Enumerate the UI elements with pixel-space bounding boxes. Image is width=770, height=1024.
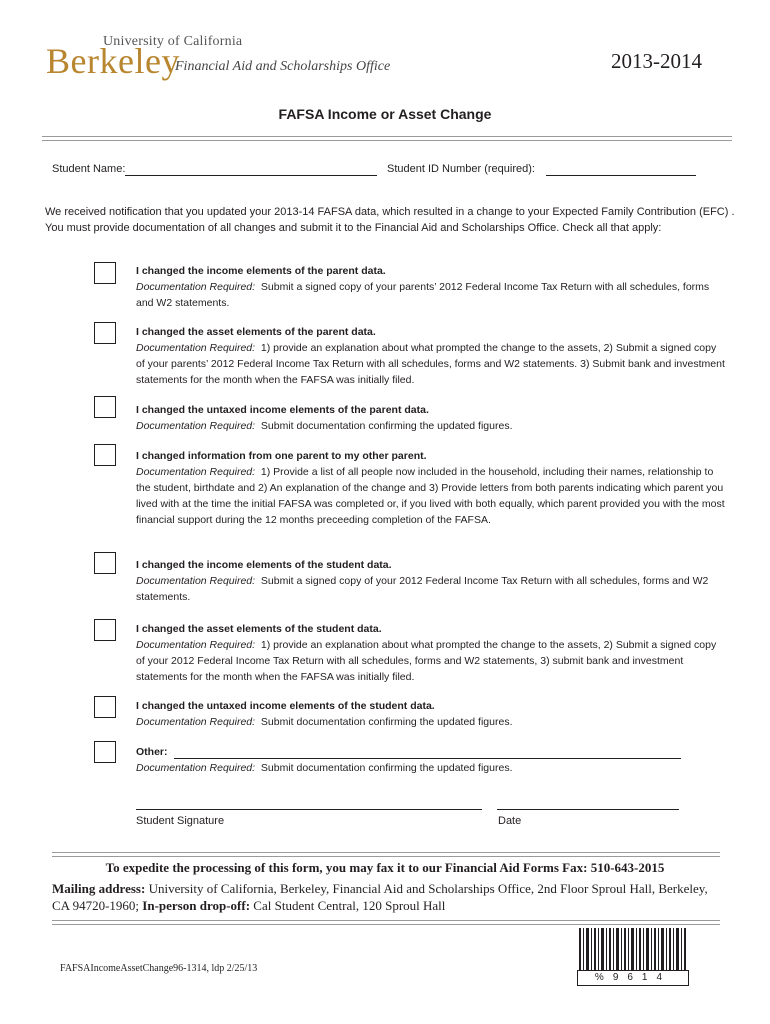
footer-divider-bottom — [52, 920, 720, 925]
doc-required-label: Documentation Required: — [136, 342, 256, 354]
item-doc: 1) provide an explanation about what prompted the change to the assets, 2) Submit a signed copy of your 2012 Federal Income Tax Return with all schedules, forms and W2 statements, 3) submit bank and investment statements for the month when the FAFSA was initially filed. — [136, 639, 717, 683]
other-input[interactable] — [174, 744, 681, 759]
dropoff-text: Cal Student Central, 120 Sproul Hall — [253, 898, 446, 913]
item-heading: I changed the asset elements of the parent data. — [136, 326, 376, 338]
doc-required-label: Documentation Required: — [136, 420, 256, 432]
item-heading: I changed the income elements of the student data. — [136, 559, 392, 571]
checkbox-parent-untaxed[interactable] — [94, 396, 116, 418]
doc-required-label: Documentation Required: — [136, 716, 256, 728]
item-doc: Submit a signed copy of your 2012 Federal Income Tax Return with all schedules, forms and W2 statements. — [136, 575, 709, 603]
item-heading: I changed the asset elements of the student data. — [136, 623, 382, 635]
student-id-field[interactable] — [546, 161, 696, 176]
item-heading: I changed the untaxed income elements of the student data. — [136, 700, 435, 712]
student-name-field[interactable] — [125, 161, 377, 176]
item-parent-assets — [136, 324, 726, 388]
item-doc: 1) Provide a list of all people now included in the household, including their names, relationship to the student, birthdate and 2) An explanation of the change and 3) Provide letters from both parents indicating which parent you lived with at the time the initial FAFSA was completed or, if you lived with both equally, which parent provided you with the most financial support during the 12 months preceeding completion of the FAFSA. — [136, 466, 725, 526]
doc-required-label: Documentation Required: — [136, 762, 256, 774]
student-id-label: Student ID Number (required): — [387, 163, 535, 175]
checkbox-parent-assets[interactable] — [94, 322, 116, 344]
doc-required-label: Documentation Required: — [136, 466, 256, 478]
intro-text: We received notification that you updated your 2013-14 FAFSA data, which resulted in a change to your Expected Family Contribution (EFC) . You must provide documentation of all changes and submit it to the Financial Aid and Scholarships Office. Check all that apply: — [45, 206, 735, 234]
header-divider — [42, 136, 732, 141]
item-doc: Submit a signed copy of your parents’ 2012 Federal Income Tax Return with all schedules, forms and W2 statements. — [136, 281, 710, 309]
mailing-text: University of California, Berkeley, Financial Aid and Scholarships Office, 2nd Floor Sproul Hall, Berkeley, CA 94720-1960; — [52, 881, 708, 913]
university-name: University of California — [103, 34, 243, 49]
fax-line: To expedite the processing of this form, you may fax it to our Financial Aid Forms Fax: 510-643-2015 — [105, 860, 665, 875]
footer-divider-top — [52, 852, 720, 857]
item-doc: Submit documentation confirming the updated figures. — [260, 420, 513, 432]
item-student-assets — [136, 621, 726, 685]
item-doc: Submit documentation confirming the updated figures. — [260, 716, 513, 728]
item-heading: I changed information from one parent to my other parent. — [136, 450, 427, 462]
item-doc: 1) provide an explanation about what prompted the change to the assets, 2) Submit a signed copy of your parents’ 2012 Federal Income Tax Return with all schedules, forms and W2 statements. 3) Submit bank and investment statements for the month when the FAFSA was initially filed. — [136, 342, 725, 386]
student-name-label: Student Name: — [52, 163, 126, 175]
item-parent-untaxed — [136, 402, 726, 434]
form-id: FAFSAIncomeAssetChange96-1314, ldp 2/25/13 — [60, 963, 258, 974]
item-heading: I changed the income elements of the parent data. — [136, 265, 386, 277]
dropoff-label: In-person drop-off: — [142, 898, 251, 913]
checkbox-parent-income[interactable] — [94, 262, 116, 284]
date-line[interactable] — [497, 809, 679, 810]
item-student-untaxed — [136, 698, 726, 730]
item-student-income — [136, 557, 726, 605]
checkbox-student-untaxed[interactable] — [94, 696, 116, 718]
checkbox-student-assets[interactable] — [94, 619, 116, 641]
item-heading-text: I changed the asset elements of the student data — [136, 623, 379, 635]
date-label: Date — [498, 815, 522, 827]
item-doc: Submit documentation confirming the updated figures. — [260, 762, 513, 774]
doc-required-label: Documentation Required: — [136, 575, 256, 587]
checkbox-student-income[interactable] — [94, 552, 116, 574]
mailing-address — [52, 880, 722, 914]
barcode-number: %9614 — [577, 970, 689, 986]
item-parent-income — [136, 263, 726, 311]
checkbox-parent-change[interactable] — [94, 444, 116, 466]
academic-year: 2013-2014 — [611, 49, 702, 73]
signature-line[interactable] — [136, 809, 482, 810]
item-parent-change — [136, 448, 726, 528]
item-heading: I changed the untaxed income elements of the parent data. — [136, 404, 429, 416]
signature-label: Student Signature — [136, 815, 225, 827]
doc-required-label: Documentation Required: — [136, 639, 256, 651]
item-heading: Other: — [136, 746, 168, 758]
barcode-icon — [577, 928, 687, 976]
mailing-label: Mailing address: — [52, 881, 146, 896]
office-name: Financial Aid and Scholarships Office — [175, 59, 391, 74]
berkeley-wordmark: Berkeley — [46, 41, 180, 81]
checkbox-other[interactable] — [94, 741, 116, 763]
doc-required-label: Documentation Required: — [136, 281, 256, 293]
page-title: FAFSA Income or Asset Change — [278, 106, 492, 122]
